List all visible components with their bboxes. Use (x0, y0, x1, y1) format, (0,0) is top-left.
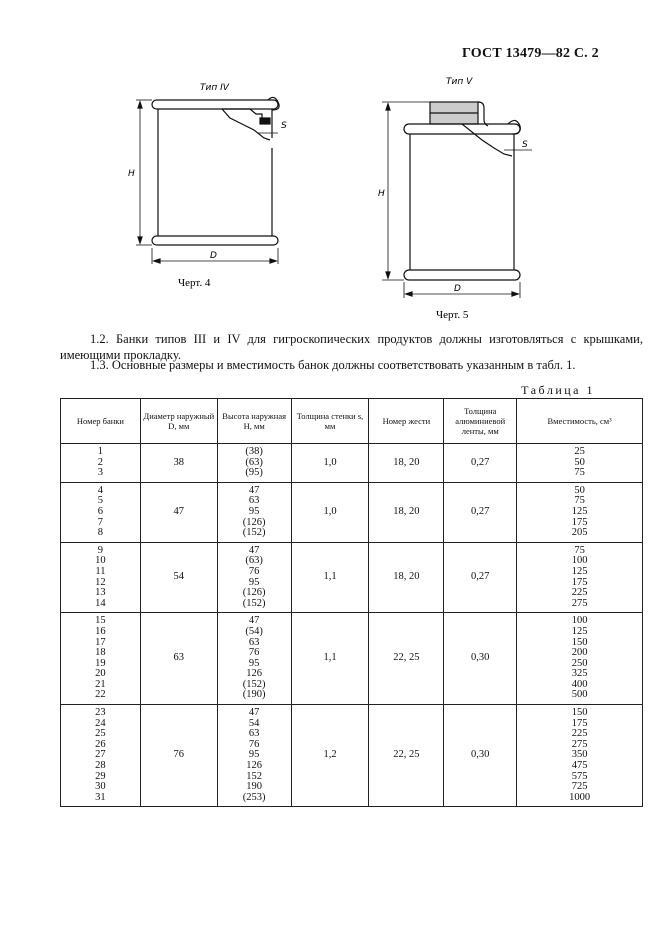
cell-heights-value: 95 (248, 505, 260, 517)
cell-heights-value: (63) (245, 555, 263, 567)
cell-numbers-value: 31 (95, 791, 106, 803)
cell-heights-value: 47 (248, 484, 260, 496)
table-row (61, 705, 643, 807)
drawing-type-5 (372, 70, 547, 325)
table-row (61, 444, 643, 483)
cell-heights (217, 444, 291, 483)
cell-numbers-value: 3 (97, 467, 104, 479)
cell-heights-value: (152) (242, 678, 266, 690)
table-title: Таблица 1 (521, 383, 595, 397)
cell-capacities-value: 250 (571, 657, 588, 669)
cell-heights (217, 482, 291, 542)
table-row (61, 613, 643, 705)
table-body (61, 444, 643, 807)
type-4-label: Тип IV (200, 83, 229, 93)
cell-heights-value: 47 (248, 544, 260, 556)
cell-wall: 1,0 (291, 444, 369, 483)
type-4-s-label: S (281, 121, 287, 131)
cell-heights-value: 63 (248, 728, 260, 740)
header-height: Высота наружная H, мм (217, 399, 291, 444)
cell-numbers-value: 18 (95, 647, 106, 659)
cell-capacities-value: 100 (571, 615, 588, 627)
cell-heights-value: (126) (242, 587, 266, 599)
cell-capacities-value: 225 (571, 587, 588, 599)
cell-tin: 18, 20 (369, 482, 444, 542)
type-5-h-label: H (378, 189, 385, 199)
cell-capacities-value: 225 (571, 728, 588, 740)
cell-heights-value: 126 (246, 760, 263, 772)
cell-numbers-value: 27 (95, 749, 106, 761)
header-tin: Номер жести (369, 399, 444, 444)
cell-numbers-value: 6 (97, 505, 104, 517)
cell-capacities-value: 575 (571, 770, 588, 782)
cell-numbers-value: 5 (97, 495, 104, 507)
cell-capacities-value: 200 (571, 647, 588, 659)
cell-capacities-value: 175 (571, 576, 588, 588)
cell-heights-value: (190) (242, 689, 266, 701)
cell-capacities-value: 50 (574, 484, 585, 496)
type-5-label: Тип V (446, 77, 473, 87)
cell-foil: 0,27 (444, 444, 517, 483)
page-header: ГОСТ 13479—82 С. 2 (462, 46, 599, 61)
table-row (61, 482, 643, 542)
cell-capacities-value: 500 (571, 689, 588, 701)
paragraph-1-3: 1.3. Основные размеры и вместимость банок должны соответствовать указанным в табл. 1. (90, 358, 576, 372)
cell-heights-value: 76 (248, 738, 260, 750)
cell-capacities (517, 482, 643, 542)
cell-capacities-value: 400 (571, 678, 588, 690)
type-4-d-label: D (210, 251, 217, 261)
type-4-h-label: H (128, 169, 135, 179)
cell-capacities-value: 75 (574, 467, 585, 479)
cell-wall: 1,2 (291, 705, 369, 807)
cell-heights-value: (152) (242, 527, 266, 539)
header-capacity: Вместимость, см³ (517, 399, 643, 444)
cell-heights-value: (253) (242, 791, 266, 803)
cell-capacities-value: 175 (571, 516, 588, 528)
cell-capacities-value: 75 (574, 544, 585, 556)
cell-diameter: 47 (140, 482, 217, 542)
cell-capacities-value: 125 (571, 505, 588, 517)
cell-numbers (61, 444, 141, 483)
cell-heights-value: (152) (242, 597, 266, 609)
cell-capacities-value: 150 (571, 707, 588, 719)
cell-tin: 22, 25 (369, 613, 444, 705)
cell-heights-value: 63 (248, 495, 260, 507)
cell-numbers-value: 28 (95, 760, 106, 772)
cell-heights-value: 47 (248, 615, 260, 627)
header-diameter: Диаметр наружный D, мм (140, 399, 217, 444)
cell-numbers-value: 12 (95, 576, 106, 588)
cell-tin: 18, 20 (369, 444, 444, 483)
cell-numbers-value: 14 (95, 597, 106, 609)
cell-numbers-value: 9 (97, 544, 104, 556)
cell-wall: 1,0 (291, 482, 369, 542)
header-number: Номер банки (61, 399, 141, 444)
cell-heights (217, 542, 291, 613)
cell-numbers-value: 1 (97, 446, 104, 457)
cell-heights-value: 76 (248, 565, 260, 577)
cell-capacities-value: 175 (571, 717, 588, 729)
cell-capacities-value: 725 (571, 781, 588, 793)
cell-capacities-value: 150 (571, 636, 588, 648)
cell-capacities-value: 125 (571, 565, 588, 577)
cell-heights-value: (63) (245, 456, 263, 468)
cell-capacities-value: 275 (571, 597, 588, 609)
figure-4-caption: Черт. 4 (178, 277, 211, 289)
cell-capacities-value: 50 (574, 456, 585, 468)
spec-table (60, 398, 643, 807)
cell-capacities (517, 542, 643, 613)
cell-numbers-value: 24 (95, 717, 106, 729)
cell-numbers-value: 23 (95, 707, 106, 719)
cell-foil: 0,27 (444, 482, 517, 542)
cell-numbers-value: 20 (95, 668, 106, 680)
cell-capacities-value: 100 (571, 555, 588, 567)
cell-numbers (61, 482, 141, 542)
cell-foil: 0,30 (444, 705, 517, 807)
cell-numbers-value: 13 (95, 587, 106, 599)
cell-heights (217, 705, 291, 807)
cell-numbers-value: 16 (95, 625, 106, 637)
cell-capacities-value: 1000 (569, 791, 591, 803)
cell-heights-value: (126) (242, 516, 266, 528)
type-5-d-label: D (454, 284, 461, 294)
cell-capacities-value: 205 (571, 527, 588, 539)
cell-heights (217, 613, 291, 705)
cell-diameter: 63 (140, 613, 217, 705)
cell-numbers-value: 15 (95, 615, 106, 627)
cell-numbers-value: 7 (97, 516, 104, 528)
cell-foil: 0,27 (444, 542, 517, 613)
header-foil: Толщина алюминиевой ленты, мм (444, 399, 517, 444)
cell-diameter: 76 (140, 705, 217, 807)
cell-heights-value: (54) (245, 625, 263, 637)
cell-numbers-value: 4 (97, 484, 104, 496)
cell-capacities (517, 705, 643, 807)
cell-heights-value: 126 (246, 668, 263, 680)
cell-capacities-value: 350 (571, 749, 588, 761)
cell-heights-value: 95 (248, 576, 260, 588)
cell-heights-value: 190 (246, 781, 263, 793)
header-wall: Толщина стенки s, мм (291, 399, 369, 444)
cell-numbers (61, 613, 141, 705)
cell-numbers (61, 542, 141, 613)
cell-numbers-value: 21 (95, 678, 106, 690)
cell-numbers (61, 705, 141, 807)
cell-numbers-value: 19 (95, 657, 106, 669)
cell-heights-value: 76 (248, 647, 260, 659)
cell-numbers-value: 2 (97, 456, 104, 468)
cell-capacities-value: 25 (574, 446, 585, 457)
table-header-row (61, 399, 643, 444)
cell-capacities-value: 125 (571, 625, 588, 637)
cell-capacities (517, 613, 643, 705)
cell-tin: 22, 25 (369, 705, 444, 807)
cell-heights-value: 152 (246, 770, 263, 782)
cell-heights-value: 54 (248, 717, 260, 729)
cell-diameter: 38 (140, 444, 217, 483)
cell-numbers-value: 10 (95, 555, 106, 567)
cell-heights-value: 95 (248, 657, 260, 669)
cell-numbers-value: 30 (95, 781, 106, 793)
table-row (61, 542, 643, 613)
cell-capacities-value: 75 (574, 495, 585, 507)
cell-wall: 1,1 (291, 542, 369, 613)
figure-5-caption: Черт. 5 (436, 309, 469, 321)
cell-numbers-value: 8 (97, 527, 104, 539)
cell-numbers-value: 26 (95, 738, 106, 750)
cell-heights-value: (38) (245, 446, 263, 457)
cell-capacities (517, 444, 643, 483)
cell-wall: 1,1 (291, 613, 369, 705)
cell-diameter: 54 (140, 542, 217, 613)
cell-numbers-value: 29 (95, 770, 106, 782)
cell-numbers-value: 11 (95, 565, 106, 577)
type-5-s-label: S (522, 140, 528, 150)
cell-heights-value: 47 (248, 707, 260, 719)
drawing-type-4 (118, 78, 293, 293)
cell-tin: 18, 20 (369, 542, 444, 613)
cell-heights-value: 95 (248, 749, 260, 761)
cell-capacities-value: 325 (571, 668, 588, 680)
cell-numbers-value: 17 (95, 636, 106, 648)
cell-heights-value: (95) (245, 467, 263, 479)
cell-numbers-value: 22 (95, 689, 106, 701)
cell-capacities-value: 475 (571, 760, 588, 772)
cell-heights-value: 63 (248, 636, 260, 648)
cell-foil: 0,30 (444, 613, 517, 705)
cell-numbers-value: 25 (95, 728, 106, 740)
paragraph-1-2: 1.2. Банки типов III и IV для гигроскопических продуктов должны изготовляться с крышками, имеющими прокладку. (60, 332, 643, 362)
cell-capacities-value: 275 (571, 738, 588, 750)
